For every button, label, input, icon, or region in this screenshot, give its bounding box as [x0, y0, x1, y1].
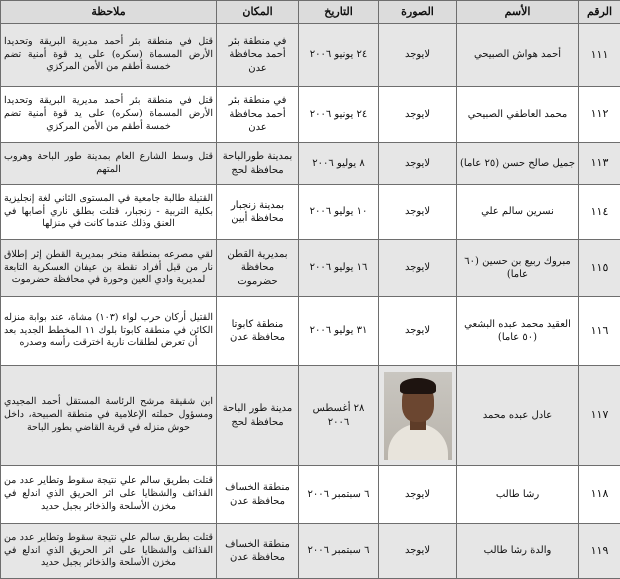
row-date: ١٠ يوليو ٢٠٠٦ [299, 185, 379, 240]
row-name: جميل صالح حسن (٢٥ عاما) [457, 143, 579, 185]
row-place: بمديرية القطن محافظة حضرموت [217, 240, 299, 297]
table-row [1, 87, 620, 143]
table-row [1, 524, 620, 579]
row-name: مبروك ربيع بن حسين (٦٠ عاما) [457, 240, 579, 297]
row-date: ٢٤ يونيو ٢٠٠٦ [299, 24, 379, 87]
row-number: ١١٢ [579, 87, 620, 143]
row-name: محمد العاطفي الصبيحي [457, 87, 579, 143]
row-number: ١١١ [579, 24, 620, 87]
row-date: ٢٨ أغسطس ٢٠٠٦ [299, 366, 379, 466]
row-name: نسرين سالم علي [457, 185, 579, 240]
row-date: ١٦ يوليو ٢٠٠٦ [299, 240, 379, 297]
row-photo [379, 366, 457, 466]
header-date: التاريخ [299, 1, 379, 24]
row-place: بمدينة طورالباحة محافظة لحج [217, 143, 299, 185]
row-number: ١١٤ [579, 185, 620, 240]
row-photo: لايوجد [379, 24, 457, 87]
row-place: مدينة طور الباحة محافظة لحج [217, 366, 299, 466]
row-note: ابن شقيقة مرشح الرئاسة المستقل أحمد المجيدي ومسؤول حملته الإعلامية في منطقة الصبيحة، داخل حوش منزله في قرية القاضي بطور الباحة [1, 366, 217, 466]
row-place: في منطقة بئر أحمد محافظة عدن [217, 24, 299, 87]
row-photo: لايوجد [379, 143, 457, 185]
row-number: ١١٥ [579, 240, 620, 297]
row-place: في منطقة بئر أحمد محافظة عدن [217, 87, 299, 143]
header-note: ملاحظة [1, 1, 217, 24]
row-photo: لايوجد [379, 466, 457, 524]
header-place: المكان [217, 1, 299, 24]
row-note: قتل في منطقة بئر أحمد مديرية البريقة وتحديدا الأرض المسماة (سكره) على يد قوة أمنية تضم خمسة أطقم من الأمن المركزي [1, 87, 217, 143]
row-number: ١١٩ [579, 524, 620, 579]
row-name: عادل عبده محمد [457, 366, 579, 466]
header-number: الرقم [579, 1, 620, 24]
table-row [1, 240, 620, 297]
row-place: بمدينة زنجبار محافظة أبين [217, 185, 299, 240]
row-date: ٣١ يوليو ٢٠٠٦ [299, 297, 379, 366]
row-number: ١١٦ [579, 297, 620, 366]
row-number: ١١٨ [579, 466, 620, 524]
header-photo: الصورة [379, 1, 457, 24]
table-header-row [1, 1, 620, 24]
row-place: منطقة الخساف محافظة عدن [217, 466, 299, 524]
row-name: والدة رشا طالب [457, 524, 579, 579]
row-note: القتيل أركان حرب لواء (١٠٣) مشاة، عند بوابة منزله الكائن في منطقة كابوتا بلوك ١١ المخطط الجديد بعد أن تعرض لطلقات نارية اخترقت رأسه وصدره [1, 297, 217, 366]
row-photo: لايوجد [379, 87, 457, 143]
row-photo: لايوجد [379, 524, 457, 579]
row-note: القتيلة طالبة جامعية في المستوى الثاني لغة إنجليزية بكلية التربية - زنجبار، قتلت بطلق ناري أصابها في العنق وذلك عندما كانت في منزلها [1, 185, 217, 240]
table-row [1, 185, 620, 240]
row-date: ٨ يوليو ٢٠٠٦ [299, 143, 379, 185]
table-row [1, 366, 620, 466]
row-date: ٦ سبتمبر ٢٠٠٦ [299, 524, 379, 579]
row-note: قتلت بطريق سالم علي نتيجة سقوط وتطاير عدد من القذائف والشظايا على اثر الحريق الذي اندلع في مخزن الأسلحة والذخائر بجبل حديد [1, 524, 217, 579]
row-number: ١١٧ [579, 366, 620, 466]
row-note: لقي مصرعه بمنطقة منخر بمديرية القطن إثر إطلاق نار من قبل أفراد نقطة بن عيفان العسكرية التابعة لمديرية وادي العين وحورة في محافظة حضرموت [1, 240, 217, 297]
row-name: العقيد محمد عبده البشعي (٥٠ عاما) [457, 297, 579, 366]
table-row [1, 24, 620, 87]
table-row [1, 297, 620, 366]
row-note: قتل وسط الشارع العام بمدينة طور الباحة وهروب المتهم [1, 143, 217, 185]
table-row [1, 143, 620, 185]
row-place: منطقة الخساف محافظة عدن [217, 524, 299, 579]
row-date: ٦ سبتمبر ٢٠٠٦ [299, 466, 379, 524]
row-place: منطقة كابوتا محافظة عدن [217, 297, 299, 366]
photo-hair [400, 378, 436, 394]
row-note: قتل في منطقة بئر أحمد مديرية البريقة وتحديدا الأرض المسماة (سكره) على يد قوة أمنية تضم خمسة أطقم من الأمن المركزي [1, 24, 217, 87]
row-name: رشا طالب [457, 466, 579, 524]
person-photo [384, 372, 452, 460]
row-photo: لايوجد [379, 240, 457, 297]
row-date: ٢٤ يونيو ٢٠٠٦ [299, 87, 379, 143]
table-row [1, 466, 620, 524]
row-note: قتلت بطريق سالم علي نتيجة سقوط وتطاير عدد من القذائف والشظايا على اثر الحريق الذي اندلع في مخزن الأسلحة والذخائر بجبل حديد [1, 466, 217, 524]
row-name: أحمد هواش الصبيحي [457, 24, 579, 87]
header-name: الأسم [457, 1, 579, 24]
row-photo: لايوجد [379, 185, 457, 240]
row-number: ١١٣ [579, 143, 620, 185]
row-photo: لايوجد [379, 297, 457, 366]
